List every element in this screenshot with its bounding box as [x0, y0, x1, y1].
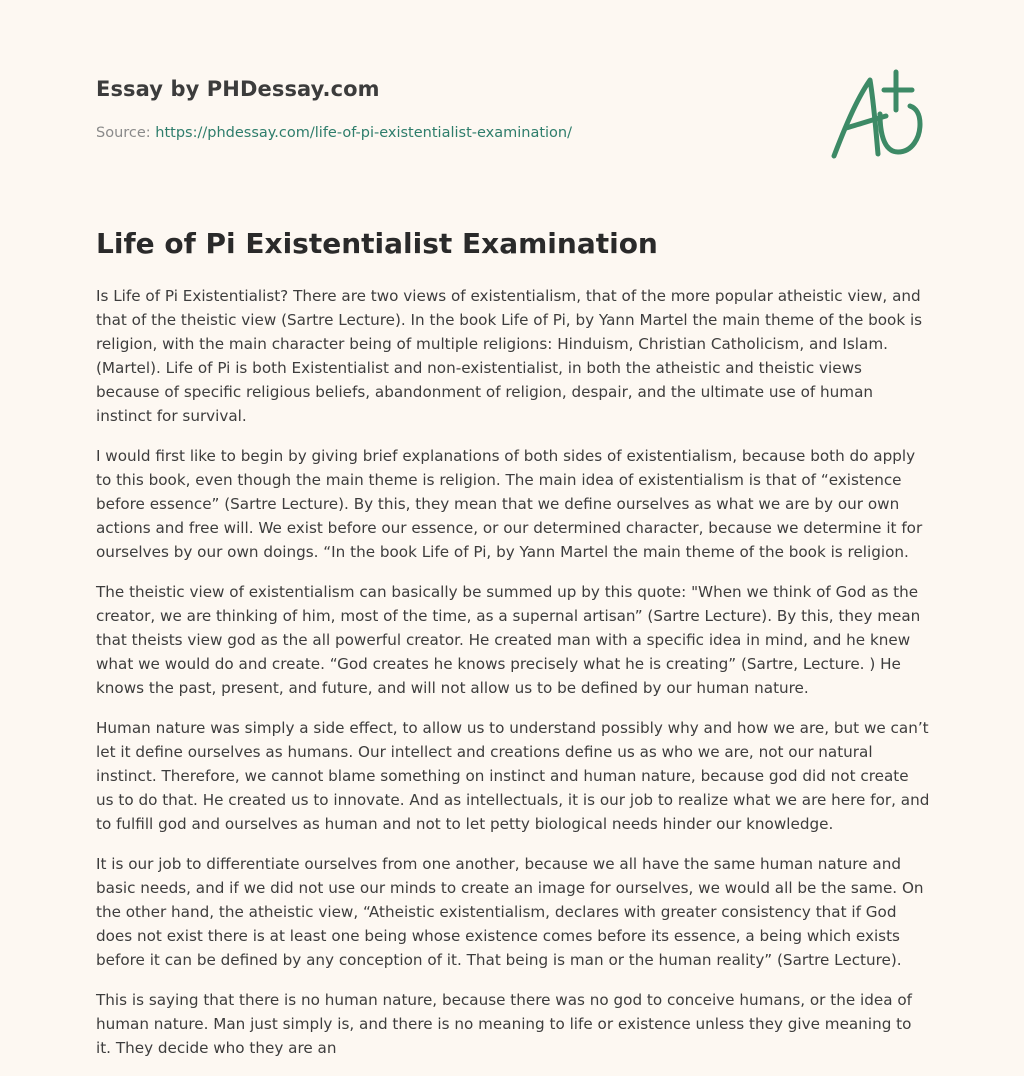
- a-plus-logo-icon: [824, 68, 928, 164]
- site-header: [96, 0, 928, 190]
- source-link[interactable]: https://phdessay.com/life-of-pi-existentialist-examination/: [155, 125, 573, 141]
- essay-title: Life of Pi Existentialist Examination: [96, 227, 658, 260]
- essay-body: [96, 284, 930, 1076]
- source-label: Source:: [96, 125, 151, 141]
- essay-paragraph: I would first like to begin by giving brief explanations of both sides of existentialism, because both do apply to this book, even though the main theme is religion. The main idea of existentialism is that of “existence before essence” (Sartre Lecture). By this, they mean that we define ourselves as what we are by our own actions and free will. We exist before our essence, or our determined character, because we determine it for ourselves by our own doings. “In the book Life of Pi, by Yann Martel the main theme of the book is religion.: [96, 447, 923, 561]
- essay-paragraph: It is our job to differentiate ourselves from one another, because we all have the same human nature and basic needs, and if we did not use our minds to create an image for ourselves, we would all be the same. On the other hand, the atheistic view, “Atheistic existentialism, declares with greater consistency that if God does not exist there is at least one being whose existence comes before its essence, a being which exists before it can be defined by any conception of it. That being is man or the human reality” (Sartre Lecture).: [96, 855, 924, 969]
- site-brand: Essay by PHDessay.com: [96, 77, 380, 101]
- source-line: [96, 125, 572, 141]
- essay-paragraph: The theistic view of existentialism can basically be summed up by this quote: "When we think of God as the creator, we are thinking of him, most of the time, as a supernal artisan” (Sartre Lecture). By this, they mean that theists view god as the all powerful creator. He created man with a specific idea in mind, and he knew what we would do and create. “God creates he knows precisely what he is creating” (Sartre, Lecture. ) He knows the past, present, and future, and will not allow us to be defined by our human nature.: [96, 583, 921, 697]
- essay-paragraph: Is Life of Pi Existentialist? There are two views of existentialism, that of the more popular atheistic view, and that of the theistic view (Sartre Lecture). In the book Life of Pi, by Yann Martel the main theme of the book is religion, with the main character being of multiple religions: Hinduism, Christian Catholicism, and Islam. (Martel). Life of Pi is both Existentialist and non-existentialist, in both the atheistic and theistic views because of specific religious beliefs, abandonment of religion, despair, and the ultimate use of human instinct for survival.: [96, 287, 923, 425]
- essay-paragraph: Human nature was simply a side effect, to allow us to understand possibly why and how we are, but we can’t let it define ourselves as humans. Our intellect and creations define us as who we are, not our natural instinct. Therefore, we cannot blame something on instinct and human nature, because god did not create us to do that. He created us to innovate. And as intellectuals, it is our job to realize what we are here for, and to fulfill god and ourselves as human and not to let petty biological needs hinder our knowledge.: [96, 719, 930, 833]
- essay-paragraph: This is saying that there is no human nature, because there was no god to conceive humans, or the idea of human nature. Man just simply is, and there is no meaning to life or existence unless they give meaning to it. They decide who they are an: [96, 991, 912, 1057]
